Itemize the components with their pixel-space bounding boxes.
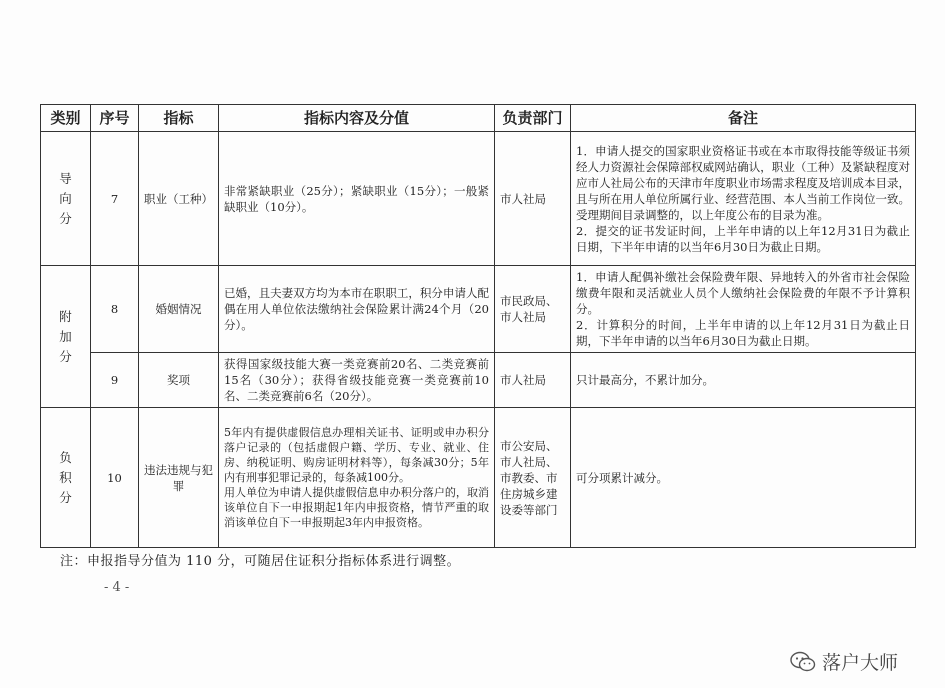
remarks-cell: 可分项累计减分。 [571,408,916,548]
table-row [41,353,916,408]
header-indicator: 指标 [139,105,219,132]
seq-cell: 10 [91,408,139,548]
category-cell: 导向分 [41,132,91,266]
header-category: 类别 [41,105,91,132]
dept-cell: 市人社局 [495,353,571,408]
table-row [41,132,916,266]
indicator-cell: 奖项 [139,353,219,408]
header-seq: 序号 [91,105,139,132]
score-table [40,104,916,548]
indicator-cell: 婚姻情况 [139,266,219,353]
content-cell: 5年内有提供虚假信息办理相关证书、证明或申办积分落户记录的（包括虚假户籍、学历、专业、就业、住房、纳税证明、购房证明材料等），每条减30分；5年内有刑事犯罪记录的，每条减100分。 用人单位为申请人提供虚假信息申办积分落户的，取消该单位自下一申报期起1年内申报资格，情节严重的取消该单位自下一申报期起3年内申报资格。 [219,408,495,548]
content-cell: 获得国家级技能大赛一类竞赛前20名、二类竞赛前15名（30分）；获得省级技能竞赛一类竞赛前10名、二类竞赛前6名（20分）。 [219,353,495,408]
table-row [41,408,916,548]
content-cell: 已婚，且夫妻双方均为本市在职职工，积分申请人配偶在用人单位依法缴纳社会保险累计满24个月（20分）。 [219,266,495,353]
dept-cell: 市民政局、市人社局 [495,266,571,353]
seq-cell: 8 [91,266,139,353]
watermark [790,648,898,675]
remarks-cell: 1．申请人配偶补缴社会保险费年限、异地转入的外省市社会保险缴费年限和灵活就业人员个人缴纳社会保险费的年限不予计算积分。 2．计算积分的时间，上半年申请的以上年12月31日为截止日期，下半年申请的以当年6月30日为截止日期。 [571,266,916,353]
wechat-icon [790,651,816,673]
footnote: 注：申报指导分值为 110 分，可随居住证积分指标体系进行调整。 [60,554,461,569]
seq-cell: 7 [91,132,139,266]
header-content: 指标内容及分值 [219,105,495,132]
category-cell: 附加分 [41,266,91,408]
page-number: - 4 - [104,580,130,595]
seq-cell: 9 [91,353,139,408]
table-row [41,266,916,353]
remarks-cell: 1．申请人提交的国家职业资格证书或在本市取得技能等级证书须经人力资源社会保障部权威网站确认，职业（工种）及紧缺程度对应市人社局公布的天津市年度职业市场需求程度及培训成本目录，且与所在用人单位所属行业、经营范围、本人当前工作岗位一致。受理期间目录调整的，以上年度公布的目录为准。 2．提交的证书发证时间，上半年申请的以上年12月31日为截止日期，下半年申请的以当年6月30日为截止日期。 [571,132,916,266]
table-header-row [41,105,916,132]
indicator-cell: 违法违规与犯罪 [139,408,219,548]
content-cell: 非常紧缺职业（25分）；紧缺职业（15分）；一般紧缺职业（10分）。 [219,132,495,266]
remarks-cell: 只计最高分，不累计加分。 [571,353,916,408]
indicator-cell: 职业（工种） [139,132,219,266]
header-remarks: 备注 [571,105,916,132]
category-cell: 负积分 [41,408,91,548]
watermark-text: 落户大师 [822,652,899,674]
header-dept: 负责部门 [495,105,571,132]
dept-cell: 市人社局 [495,132,571,266]
dept-cell: 市公安局、市人社局、市教委、市住房城乡建设委等部门 [495,408,571,548]
